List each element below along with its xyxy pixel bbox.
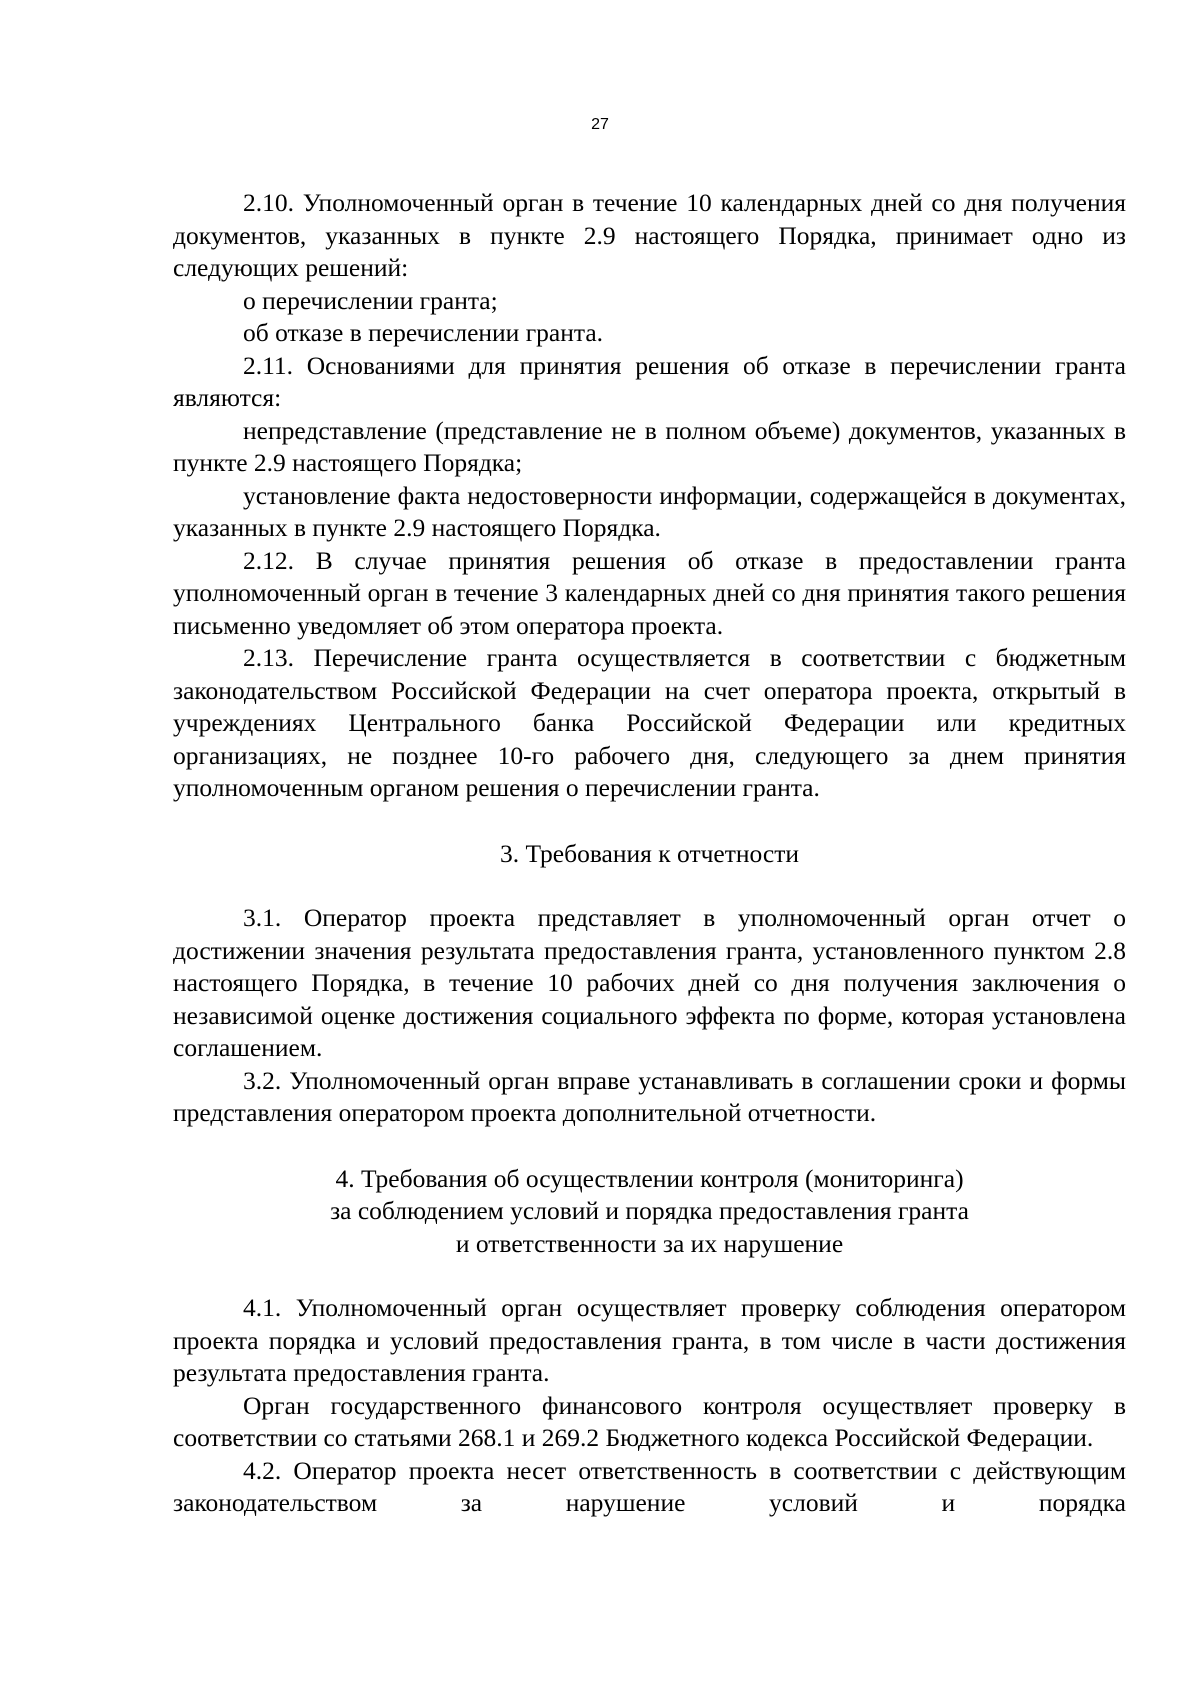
- section-4-heading-line-1: 4. Требования об осуществлении контроля (мониторинга): [335, 1163, 964, 1193]
- paragraph-2-10-option-a: о перечислении гранта;: [243, 285, 498, 315]
- paragraph-2-12: 2.12. В случае принятия решения об отказе в предоставлении гранта уполномоченный орган в течение 3 календарных дней со дня принятия такого решения письменно уведомляет об этом оператора проекта.: [173, 545, 1126, 640]
- paragraph-2-13: 2.13. Перечисление гранта осуществляется в соответствии с бюджетным законодательством Российской Федерации на счет оператора проекта, открытый в учреждениях Центрального банка Российской Федерации или кредитных организациях, не позднее 10-го рабочего дня, следующего за днем принятия уполномоченным органом решения о перечислении гранта.: [173, 643, 1126, 802]
- paragraph-3-2: 3.2. Уполномоченный орган вправе устанавливать в соглашении сроки и формы представления оператором проекта дополнительной отчетности.: [173, 1065, 1126, 1127]
- section-3-heading: 3. Требования к отчетности: [499, 838, 800, 868]
- document-body: [173, 187, 1126, 1520]
- paragraph-2-11: 2.11. Основаниями для принятия решения об отказе в перечислении гранта являются:: [173, 350, 1126, 412]
- paragraph-2-10-option-b: об отказе в перечислении гранта.: [243, 318, 604, 347]
- paragraph-4-1-control: Орган государственного финансового контроля осуществляет проверку в соответствии со статьями 268.1 и 269.2 Бюджетного кодекса Российской Федерации.: [173, 1390, 1126, 1452]
- page-number: 27: [591, 116, 609, 133]
- paragraph-2-11-reason-b: установление факта недостоверности информации, содержащейся в документах, указанных в пункте 2.9 настоящего Порядка.: [173, 480, 1126, 542]
- paragraph-4-1: 4.1. Уполномоченный орган осуществляет проверку соблюдения оператором проекта порядка и условий предоставления гранта, в том числе в части достижения результата предоставления гранта.: [173, 1293, 1126, 1387]
- paragraph-3-1: 3.1. Оператор проекта представляет в уполномоченный орган отчет о достижении значения результата предоставления гранта, установленного пунктом 2.8 настоящего Порядка, в течение 10 рабочих дней со дня получения заключения о независимой оценке достижения социального эффекта по форме, которая установлена соглашением.: [173, 903, 1126, 1062]
- section-4-heading-line-2: за соблюдением условий и порядка предоставления гранта: [330, 1196, 969, 1225]
- section-4-heading-line-3: и ответственности за их нарушение: [455, 1228, 844, 1258]
- paragraph-2-11-reason-a: непредставление (представление не в полном объеме) документов, указанных в пункте 2.9 настоящего Порядка;: [173, 415, 1126, 477]
- paragraph-4-2: 4.2. Оператор проекта несет ответственность в соответствии с действующим законодательством за нарушение условий и порядка: [173, 1455, 1126, 1517]
- paragraph-2-10: 2.10. Уполномоченный орган в течение 10 календарных дней со дня получения документов, указанных в пункте 2.9 настоящего Порядка, принимает одно из следующих решений:: [173, 188, 1126, 282]
